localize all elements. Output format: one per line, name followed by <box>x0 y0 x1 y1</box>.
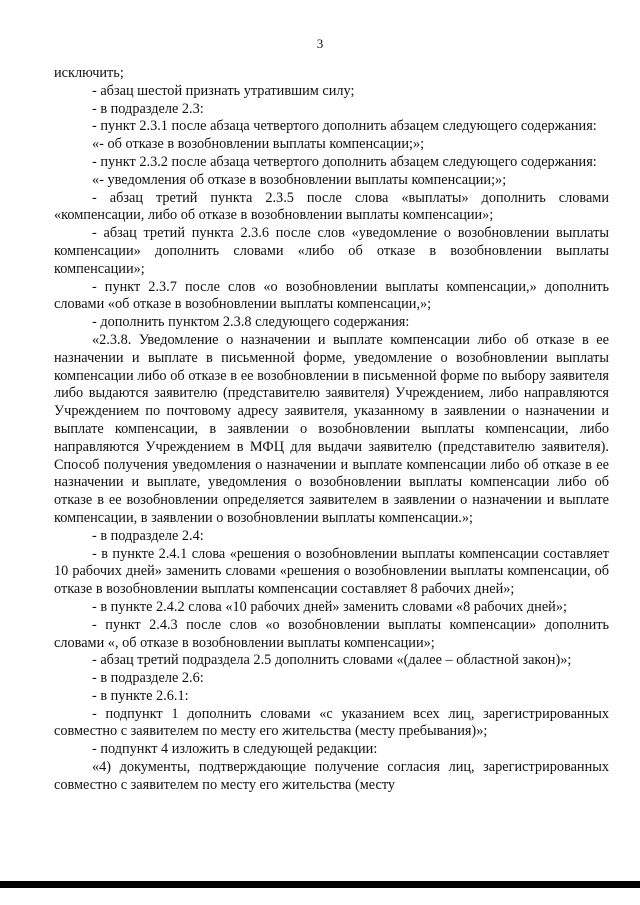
paragraph: - пункт 2.3.1 после абзаца четвертого дополнить абзацем следующего содержания: <box>92 118 597 135</box>
paragraph: «- уведомления об отказе в возобновлении выплаты компенсации;»; <box>92 171 507 188</box>
paragraph: - абзац третий пункта 2.3.6 после слов «уведомление о возобновлении выплаты компенсации» дополнить словами «либо об отказе в возобновлении выплаты компенсации»; <box>54 225 609 277</box>
paragraph: «4) документы, подтверждающие получение согласия лиц, зарегистрированных совместно с заявителем по месту его жительства (месту <box>54 759 609 793</box>
paragraph: - абзац шестой признать утратившим силу; <box>92 82 355 99</box>
paragraph: - пункт 2.3.2 после абзаца четвертого дополнить абзацем следующего содержания: <box>92 153 597 170</box>
paragraph: - подпункт 1 дополнить словами «с указанием всех лиц, зарегистрированных совместно с заявителем по месту его жительства (месту пребывания)»; <box>54 705 609 740</box>
paragraph: - в подразделе 2.6: <box>92 670 204 687</box>
paragraph: исключить; <box>54 65 124 81</box>
page-bottom-border <box>0 881 640 888</box>
document-body <box>54 65 609 795</box>
paragraph: - абзац третий пункта 2.3.5 после слова «выплаты» дополнить словами «компенсации, либо об отказе в возобновлении выплаты компенсации»; <box>54 189 609 224</box>
paragraph: - пункт 2.3.7 после слов «о возобновлении выплаты компенсации,» дополнить словами «об отказе в возобновлении выплаты компенсации,»; <box>54 278 609 313</box>
page-number: 3 <box>316 36 324 51</box>
paragraph: - в пункте 2.4.2 слова «10 рабочих дней» заменить словами «8 рабочих дней»; <box>92 598 567 615</box>
paragraph: - в пункте 2.6.1: <box>92 687 189 704</box>
paragraph: - в подразделе 2.4: <box>92 527 204 544</box>
paragraph: - дополнить пунктом 2.3.8 следующего содержания: <box>92 314 410 331</box>
paragraph: - в пункте 2.4.1 слова «решения о возобновлении выплаты компенсации составляет 10 рабочих дней» заменить словами «решения о возобновлении выплаты компенсации, об отказе в возобновлении выплаты компенсации составляет 8 рабочих дней»; <box>54 545 609 598</box>
paragraph: «2.3.8. Уведомление о назначении и выплате компенсации либо об отказе в ее назначении и выплате в письменной форме, уведомление о возобновлении выплаты компенсации либо об отказе в ее возобновлении в письменной форме по выбору заявителя либо выдаются заявителю (представителю заявителя) Учреждением, либо направляются Учреждением по почтовому адресу заявителя, указанному в заявлении о назначении и выплате компенсации, в заявлении о возобновлении выплаты компенсации, либо направляются Учреждением в МФЦ для выдачи заявителю (представителю заявителя). Способ получения уведомления о назначении и выплате компенсации либо об отказе в ее назначении и выплате, уведомления о возобновлении выплаты компенсации либо об отказе в ее возобновлении определяется заявителем в заявлении о назначении и выплате компенсации, в заявлении о возобновлении выплаты компенсации.»; <box>54 331 609 526</box>
paragraph: - пункт 2.4.3 после слов «о возобновлении выплаты компенсации» дополнить словами «, об отказе в возобновлении выплаты компенсации»; <box>54 616 609 651</box>
paragraph: - в подразделе 2.3: <box>92 100 204 117</box>
paragraph: - подпункт 4 изложить в следующей редакции: <box>92 741 378 758</box>
paragraph: «- об отказе в возобновлении выплаты компенсации;»; <box>92 136 425 153</box>
paragraph: - абзац третий подраздела 2.5 дополнить словами «(далее – областной закон)»; <box>92 652 572 669</box>
